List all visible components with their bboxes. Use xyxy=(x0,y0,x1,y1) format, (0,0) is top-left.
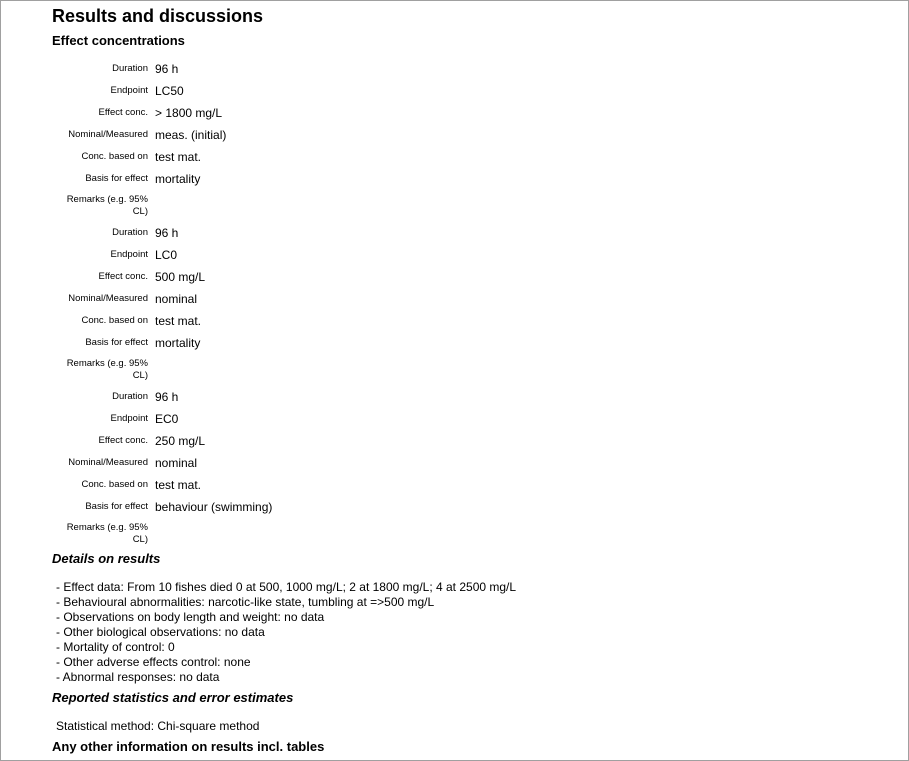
nominal-measured-value: nominal xyxy=(155,292,198,306)
details-line: - Mortality of control: 0 xyxy=(56,640,175,654)
details-line: - Observations on body length and weight: no data xyxy=(56,610,325,624)
duration-label: Duration xyxy=(112,227,148,238)
conc-based-on-value: test mat. xyxy=(155,150,202,164)
endpoint-value: EC0 xyxy=(155,412,179,426)
duration-value: 96 h xyxy=(155,390,179,404)
duration-value: 96 h xyxy=(155,226,179,240)
nominal-measured-value: nominal xyxy=(155,456,198,470)
conc-based-on-label: Conc. based on xyxy=(81,479,148,490)
endpoint-label: Endpoint xyxy=(110,249,148,260)
conc-based-on-label: Conc. based on xyxy=(81,151,148,162)
basis-for-effect-label: Basis for effect xyxy=(85,337,148,348)
details-heading: Details on results xyxy=(52,551,161,566)
remarks-label: Remarks (e.g. 95% CL) xyxy=(66,522,148,545)
basis-for-effect-label: Basis for effect xyxy=(85,501,148,512)
remarks-label: Remarks (e.g. 95% CL) xyxy=(66,358,148,381)
section-title: Results and discussions xyxy=(52,6,264,26)
endpoint-label: Endpoint xyxy=(110,413,148,424)
effect-concentrations-heading: Effect concentrations xyxy=(52,33,185,48)
endpoint-value: LC50 xyxy=(155,84,184,98)
conc-based-on-value: test mat. xyxy=(155,478,202,492)
effect-conc-label: Effect conc. xyxy=(98,107,148,118)
other-info-heading: Any other information on results incl. tables xyxy=(52,739,325,754)
details-line: - Behavioural abnormalities: narcotic-like state, tumbling at =>500 mg/L xyxy=(56,595,435,609)
nominal-measured-label: Nominal/Measured xyxy=(68,293,148,304)
conc-based-on-value: test mat. xyxy=(155,314,202,328)
effect-conc-label: Effect conc. xyxy=(98,435,148,446)
nominal-measured-label: Nominal/Measured xyxy=(68,129,148,140)
nominal-measured-value: meas. (initial) xyxy=(155,128,227,142)
endpoint-label: Endpoint xyxy=(110,85,148,96)
details-line: - Other biological observations: no data xyxy=(56,625,265,639)
basis-for-effect-value: behaviour (swimming) xyxy=(155,500,273,514)
basis-for-effect-value: mortality xyxy=(155,336,201,350)
details-list xyxy=(56,580,516,685)
effect-conc-value: 250 mg/L xyxy=(155,434,206,448)
basis-for-effect-label: Basis for effect xyxy=(85,173,148,184)
details-line: - Other adverse effects control: none xyxy=(56,655,251,669)
basis-for-effect-value: mortality xyxy=(155,172,201,186)
details-line: - Effect data: From 10 fishes died 0 at 500, 1000 mg/L; 2 at 1800 mg/L; 4 at 2500 mg/L xyxy=(56,580,517,594)
endpoint-value: LC0 xyxy=(155,248,178,262)
effect-conc-label: Effect conc. xyxy=(98,271,148,282)
conc-based-on-label: Conc. based on xyxy=(81,315,148,326)
effect-conc-value: > 1800 mg/L xyxy=(155,106,223,120)
statistics-text: Statistical method: Chi-square method xyxy=(56,719,260,733)
nominal-measured-label: Nominal/Measured xyxy=(68,457,148,468)
duration-value: 96 h xyxy=(155,62,179,76)
duration-label: Duration xyxy=(112,63,148,74)
effect-conc-value: 500 mg/L xyxy=(155,270,206,284)
statistics-heading: Reported statistics and error estimates xyxy=(52,690,294,705)
duration-label: Duration xyxy=(112,391,148,402)
details-line: - Abnormal responses: no data xyxy=(56,670,220,684)
remarks-label: Remarks (e.g. 95% CL) xyxy=(66,194,148,217)
